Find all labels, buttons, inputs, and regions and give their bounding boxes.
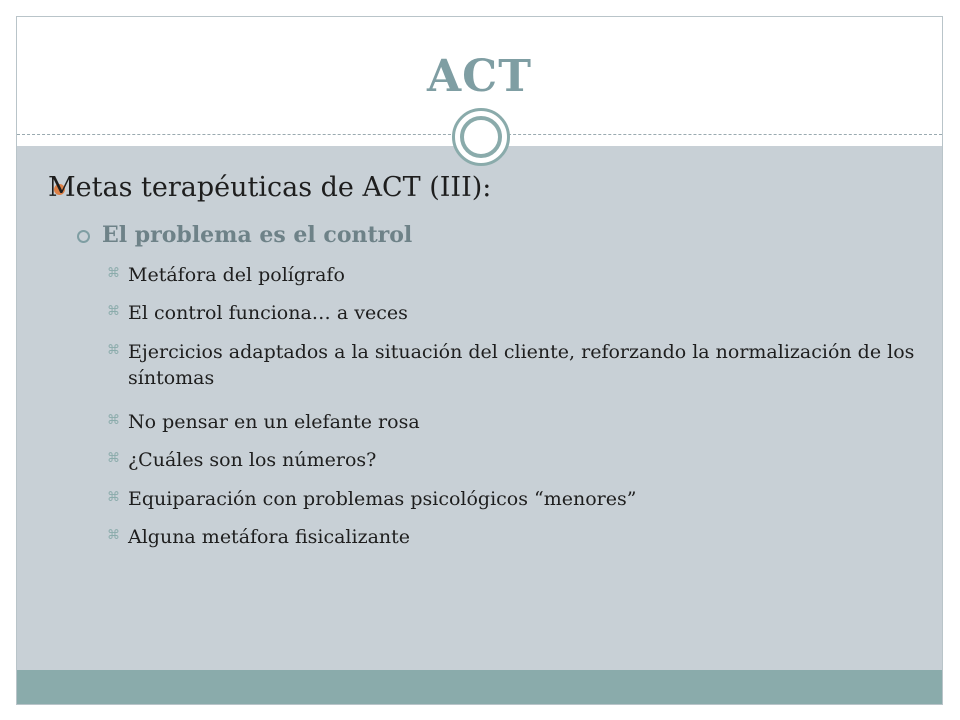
list-item-exercises: Ejercicios adaptados a la situación del cliente, reforzando la normalización de los síntomas <box>128 341 915 389</box>
circle-emblem-icon <box>452 108 510 166</box>
bullet-x-icon: ⌘ <box>107 413 120 428</box>
list-item-polygraph: Metáfora del polígrafo <box>128 264 345 286</box>
list-item-comparison: Equiparación con problemas psicológicos “menores” <box>128 488 637 510</box>
list-item-control: El control funciona… a veces <box>128 302 408 324</box>
bullet-x-icon: ⌘ <box>107 451 120 466</box>
bullet-ring-icon <box>77 230 90 243</box>
bullet-x-icon: ⌘ <box>107 343 120 358</box>
list-item-numbers: ¿Cuáles son los números? <box>128 449 377 471</box>
slide-subheading: El problema es el control <box>102 222 413 248</box>
bullet-x-icon: ⌘ <box>107 304 120 319</box>
circle-emblem-inner-icon <box>460 116 502 158</box>
slide-title: ACT <box>427 51 532 102</box>
bullet-x-icon: ⌘ <box>107 490 120 505</box>
list-item-elephant: No pensar en un elefante rosa <box>128 411 420 433</box>
bullet-x-icon: ⌘ <box>107 266 120 281</box>
list-item-metaphor: Alguna metáfora fisicalizante <box>128 526 411 548</box>
bullet-x-icon: ⌘ <box>107 528 120 543</box>
slide-heading: Metas terapéuticas de ACT (III): <box>48 172 492 203</box>
footer-bar <box>17 670 942 704</box>
